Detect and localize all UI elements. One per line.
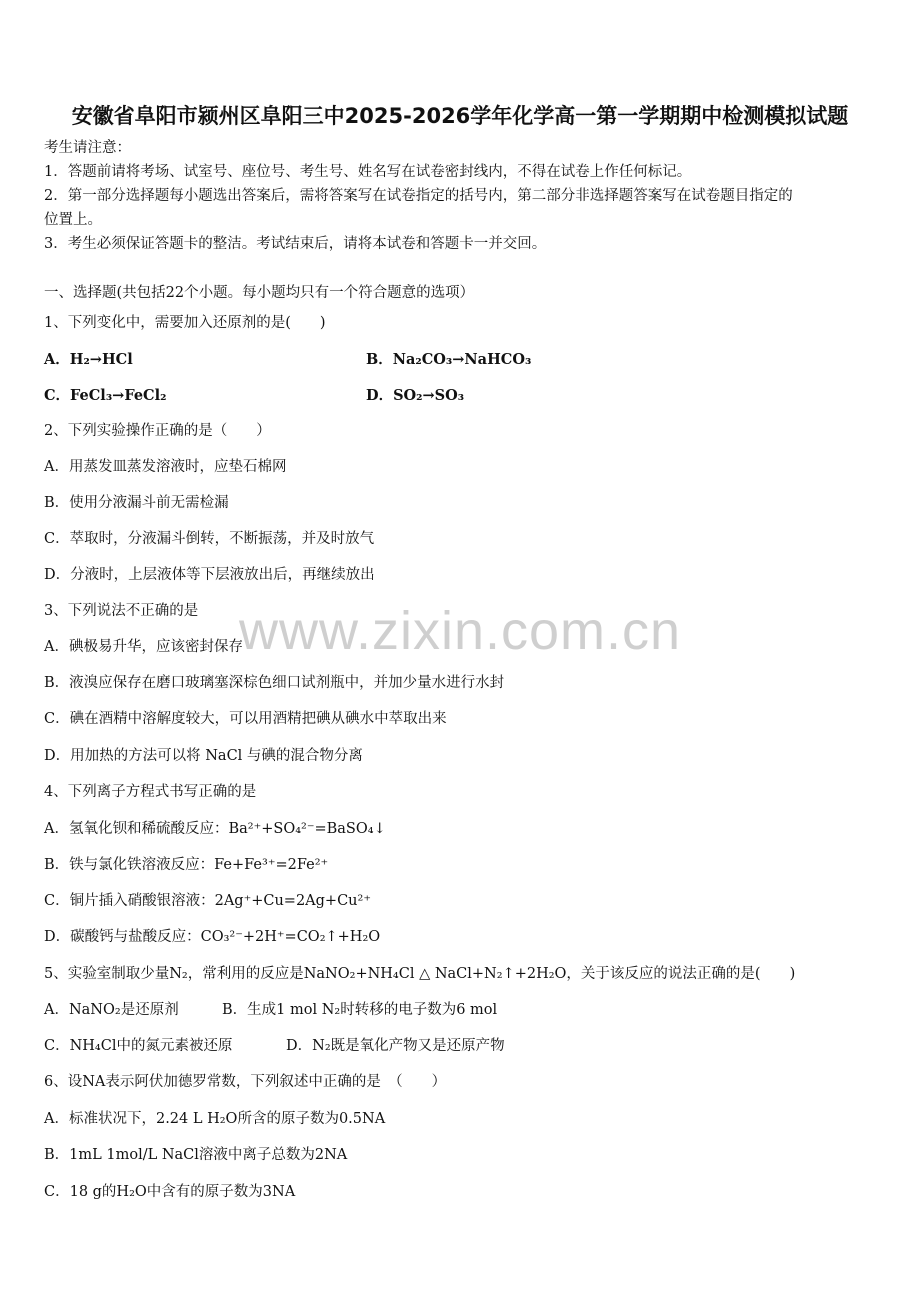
question-2-option-b: B．使用分液漏斗前无需检漏 <box>44 495 229 511</box>
question-4-option-c: C．铜片插入硝酸银溶液：2Ag⁺+Cu=2Ag+Cu²⁺ <box>44 893 371 909</box>
section-heading: 一、选择题(共包括22个小题。每小题均只有一个符合题意的选项） <box>44 285 475 301</box>
question-2-option-d: D．分液时，上层液体等下层液放出后，再继续放出 <box>44 567 375 583</box>
question-3-option-a: A．碘极易升华，应该密封保存 <box>44 639 243 655</box>
question-3-option-b: B．液溴应保存在磨口玻璃塞深棕色细口试剂瓶中，并加少量水进行水封 <box>44 675 505 691</box>
watermark: www.zixin.com.cn <box>238 601 682 661</box>
question-3-option-d: D．用加热的方法可以将 NaCl 与碘的混合物分离 <box>44 748 363 764</box>
notice-item-2: 2．第一部分选择题每小题选出答案后，需将答案写在试卷指定的括号内，第二部分非选择题答案写在试卷题目指定的 <box>44 188 793 204</box>
question-2-option-c: C．萃取时，分液漏斗倒转，不断振荡，并及时放气 <box>44 531 375 547</box>
question-6-option-a: A．标准状况下，2.24 L H₂O所含的原子数为0.5NA <box>44 1111 386 1127</box>
question-6-stem: 6、设NA表示阿伏加德罗常数，下列叙述中正确的是 （ ） <box>44 1074 447 1090</box>
question-4-option-a: A．氢氧化钡和稀硫酸反应：Ba²⁺+SO₄²⁻=BaSO₄↓ <box>44 821 386 837</box>
page-title: 安徽省阜阳市颍州区阜阳三中2025-2026学年化学高一第一学期期中检测模拟试题 <box>71 104 849 128</box>
question-5-option-d: D．N₂既是氧化产物又是还原产物 <box>286 1038 505 1054</box>
question-4-option-d: D．碳酸钙与盐酸反应：CO₃²⁻+2H⁺=CO₂↑+H₂O <box>44 929 381 945</box>
question-3-option-c: C．碘在酒精中溶解度较大，可以用酒精把碘从碘水中萃取出来 <box>44 711 447 727</box>
notice-item-2-cont: 位置上。 <box>44 212 102 228</box>
question-4-stem: 4、下列离子方程式书写正确的是 <box>44 784 257 800</box>
notice-heading: 考生请注意： <box>44 140 131 156</box>
question-1-option-d: D．SO₂→SO₃ <box>366 387 465 404</box>
question-5-option-a: A．NaNO₂是还原剂 <box>44 1002 179 1018</box>
question-5-option-b: B．生成1 mol N₂时转移的电子数为6 mol <box>222 1002 498 1018</box>
question-1-option-b: B．Na₂CO₃→NaHCO₃ <box>366 351 532 368</box>
question-5-stem: 5、实验室制取少量N₂，常利用的反应是NaNO₂+NH₄Cl △ NaCl+N₂↑+2H₂O，关于该反应的说法正确的是( ) <box>44 966 796 982</box>
question-3-stem: 3、下列说法不正确的是 <box>44 603 199 619</box>
question-1-option-c: C．FeCl₃→FeCl₂ <box>44 387 167 404</box>
question-1-stem: 1、下列变化中，需要加入还原剂的是( ) <box>44 315 326 331</box>
notice-item-1: 1．答题前请将考场、试室号、座位号、考生号、姓名写在试卷密封线内，不得在试卷上作任何标记。 <box>44 164 692 180</box>
question-2-stem: 2、下列实验操作正确的是（ ） <box>44 423 271 439</box>
question-5-option-c: C．NH₄Cl中的氮元素被还原 <box>44 1038 233 1054</box>
question-2-option-a: A．用蒸发皿蒸发溶液时，应垫石棉网 <box>44 459 287 475</box>
question-6-option-b: B．1mL 1mol/L NaCl溶液中离子总数为2NA <box>44 1147 348 1163</box>
notice-item-3: 3．考生必须保证答题卡的整洁。考试结束后，请将本试卷和答题卡一并交回。 <box>44 236 547 252</box>
question-1-option-a: A．H₂→HCl <box>44 351 133 368</box>
question-4-option-b: B．铁与氯化铁溶液反应：Fe+Fe³⁺=2Fe²⁺ <box>44 857 329 873</box>
question-6-option-c: C．18 g的H₂O中含有的原子数为3NA <box>44 1184 296 1200</box>
